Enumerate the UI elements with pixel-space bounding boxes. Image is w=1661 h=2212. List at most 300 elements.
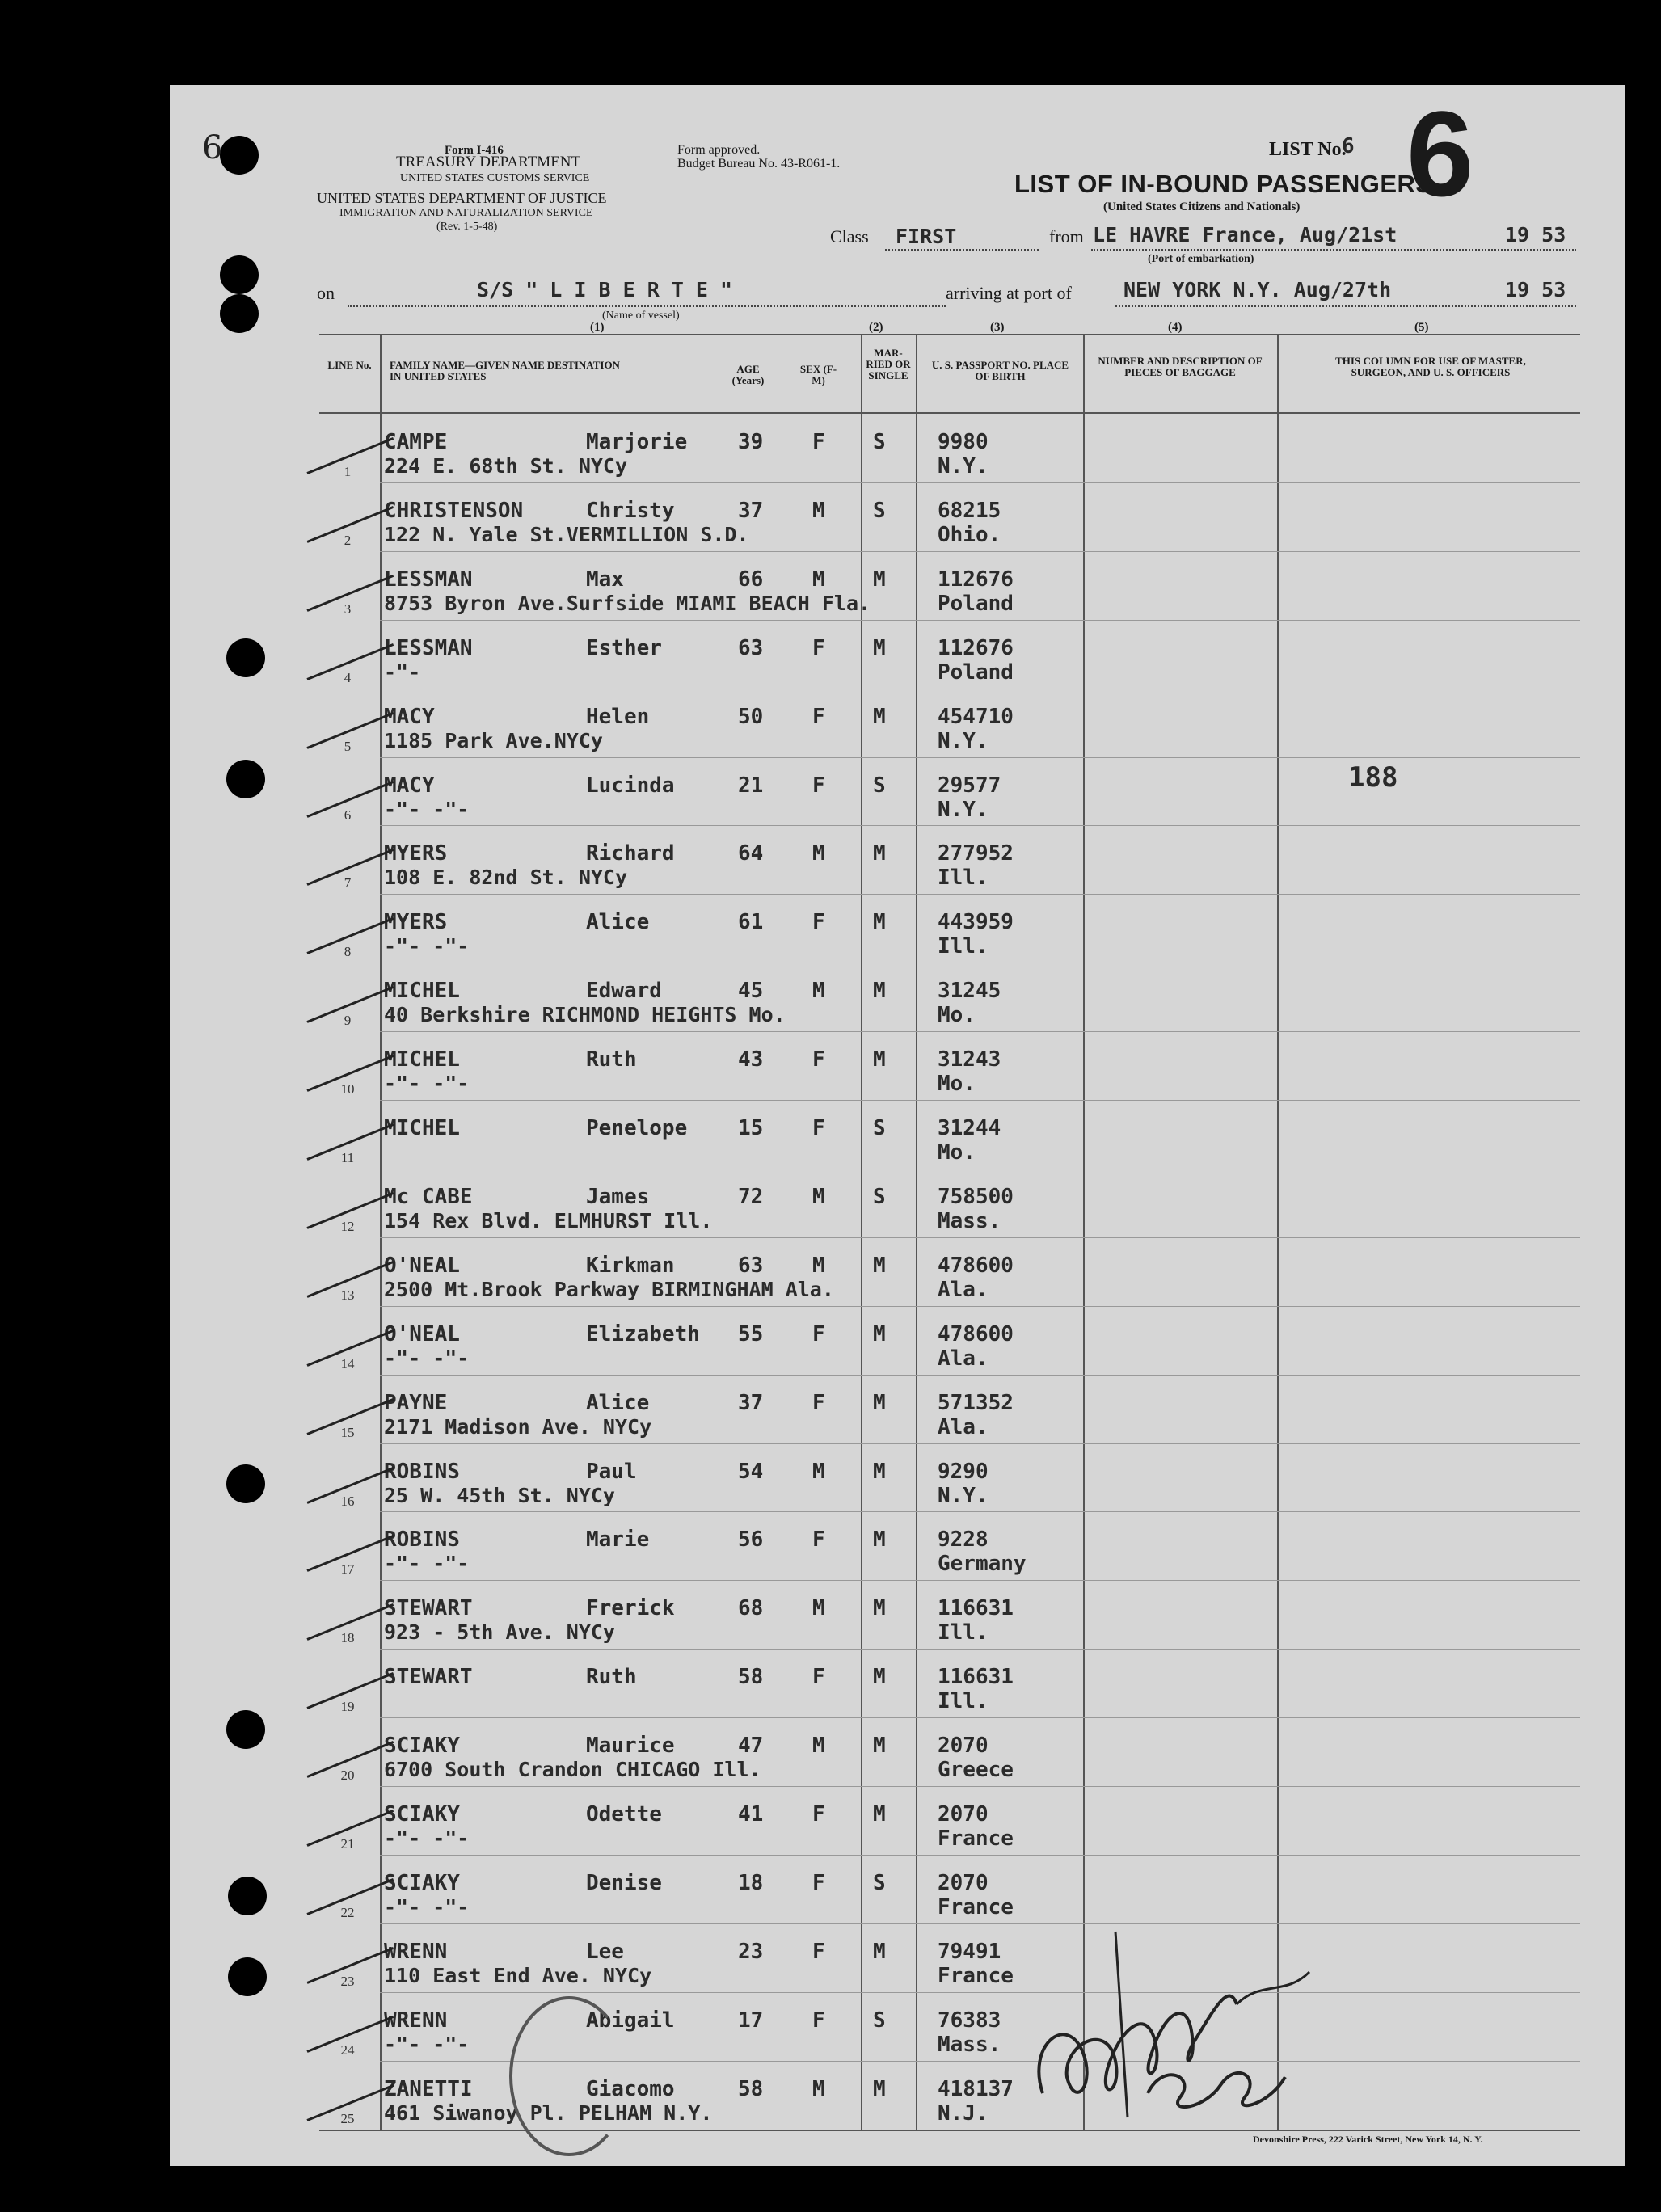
- given-name: Alice: [586, 910, 650, 935]
- sex: F: [812, 910, 825, 935]
- sex: M: [812, 841, 825, 866]
- department-of-justice: UNITED STATES DEPARTMENT OF JUSTICE: [317, 190, 607, 206]
- marital-status: S: [873, 1116, 886, 1140]
- marital-status: M: [873, 841, 886, 866]
- given-name: Kirkman: [586, 1253, 675, 1278]
- col-divider: [916, 334, 917, 2130]
- age: 58: [738, 2076, 764, 2101]
- treasury-department: TREASURY DEPARTMENT: [396, 154, 581, 171]
- place-of-birth: France: [938, 1894, 1014, 1919]
- punch-hole: [228, 1877, 267, 1915]
- from-value: LE HAVRE France, Aug/21st: [1093, 223, 1398, 246]
- arrival-fill-line: [1115, 305, 1576, 307]
- destination-address: -"-: [384, 659, 421, 684]
- family-name: MYERS: [384, 841, 448, 866]
- given-name: Paul: [586, 1459, 637, 1484]
- header-passport: U. S. PASSPORT NO. PLACE OF BIRTH: [931, 359, 1069, 382]
- line-number: 21: [340, 1836, 355, 1852]
- given-name: Esther: [586, 635, 662, 660]
- budget-bureau: Budget Bureau No. 43-R061-1.: [677, 157, 841, 171]
- line-number: 11: [340, 1150, 355, 1165]
- line-number: 19: [340, 1699, 355, 1715]
- vessel-name: S/S " L I B E R T E ": [477, 278, 733, 301]
- from-label: from: [1049, 226, 1084, 246]
- place-of-birth: France: [938, 1963, 1014, 1988]
- sex: F: [812, 1939, 825, 1964]
- punch-hole: [220, 255, 259, 294]
- sex: F: [812, 1870, 825, 1895]
- sex: F: [812, 1390, 825, 1415]
- passport-number: 116631: [938, 1665, 1014, 1690]
- line-number: 13: [340, 1287, 355, 1303]
- col-divider: [1083, 334, 1085, 2130]
- corner-mark: 6: [202, 129, 223, 166]
- line-number: 6: [344, 807, 352, 823]
- passport-number: 454710: [938, 704, 1014, 729]
- destination-address: 2500 Mt.Brook Parkway BIRMINGHAM Ala.: [384, 1277, 834, 1301]
- family-name: LESSMAN: [384, 567, 473, 592]
- destination-address: 122 N. Yale St.VERMILLION S.D.: [384, 522, 749, 546]
- given-name: Odette: [586, 1802, 662, 1826]
- port-embarkation-caption: (Port of embarkation): [1148, 253, 1254, 265]
- passport-number: 31245: [938, 979, 1001, 1004]
- year-embarkation: 19 53: [1505, 223, 1566, 246]
- age: 64: [738, 841, 764, 866]
- line-number: 15: [340, 1424, 355, 1440]
- header-bottom-border: [319, 412, 1580, 414]
- family-name: MICHEL: [384, 1047, 460, 1072]
- punch-hole: [220, 294, 259, 333]
- list-no-value: 6: [1342, 134, 1355, 158]
- sex: M: [812, 1734, 825, 1759]
- age: 39: [738, 430, 764, 454]
- place-of-birth: N.Y.: [938, 797, 989, 822]
- document-subtitle: (United States Citizens and Nationals): [1103, 200, 1301, 213]
- header-baggage: NUMBER AND DESCRIPTION OF PIECES OF BAGGAGE: [1098, 355, 1263, 378]
- row-separator: [380, 1100, 1580, 1101]
- class-label: Class: [830, 226, 869, 246]
- place-of-birth: Ill.: [938, 1620, 989, 1645]
- sex: M: [812, 979, 825, 1004]
- row-separator: [380, 1511, 1580, 1512]
- vessel-fill-line: [348, 305, 946, 307]
- row-separator: [380, 1375, 1580, 1376]
- header-line-no: LINE No.: [327, 359, 372, 371]
- header-married: MAR-RIED OR SINGLE: [866, 347, 911, 381]
- place-of-birth: N.Y.: [938, 1483, 989, 1508]
- marital-status: M: [873, 1047, 886, 1072]
- destination-address: 108 E. 82nd St. NYCy: [384, 866, 628, 890]
- passport-number: 112676: [938, 635, 1014, 660]
- vessel-caption: (Name of vessel): [602, 310, 680, 322]
- place-of-birth: Ill.: [938, 934, 989, 959]
- given-name: James: [586, 1184, 650, 1209]
- row-separator: [380, 482, 1580, 483]
- given-name: Frerick: [586, 1596, 675, 1621]
- given-name: Marie: [586, 1527, 650, 1553]
- officer-annotation: 188: [1348, 761, 1398, 794]
- family-name: ROBINS: [384, 1527, 460, 1553]
- row-separator: [380, 1855, 1580, 1856]
- line-number: 5: [344, 738, 352, 754]
- col-divider: [380, 334, 382, 2130]
- passport-number: 9228: [938, 1527, 989, 1553]
- destination-address: -"- -"-: [384, 1894, 470, 1919]
- age: 68: [738, 1596, 764, 1621]
- line-number: 16: [340, 1493, 355, 1509]
- header-name: FAMILY NAME—GIVEN NAME DESTINATION IN UNITED STATES: [390, 359, 620, 382]
- row-separator: [380, 757, 1580, 758]
- family-name: SCIAKY: [384, 1870, 460, 1895]
- given-name: Giacomo: [586, 2076, 675, 2101]
- family-name: MYERS: [384, 910, 448, 935]
- destination-address: 923 - 5th Ave. NYCy: [384, 1620, 615, 1645]
- given-name: Edward: [586, 979, 662, 1004]
- place-of-birth: Ohio.: [938, 522, 1001, 547]
- document-title: LIST OF IN-BOUND PASSENGERS: [1014, 170, 1433, 198]
- punch-hole: [226, 1464, 265, 1503]
- place-of-birth: Mo.: [938, 1003, 976, 1028]
- passport-number: 9290: [938, 1459, 989, 1484]
- destination-address: -"- -"-: [384, 1072, 470, 1096]
- line-number: 18: [340, 1630, 355, 1646]
- row-separator: [380, 1031, 1580, 1032]
- destination-address: -"- -"-: [384, 934, 470, 959]
- age: 50: [738, 704, 764, 729]
- row-separator: [380, 1237, 1580, 1238]
- passport-number: 277952: [938, 841, 1014, 866]
- age: 66: [738, 567, 764, 592]
- marital-status: M: [873, 1253, 886, 1278]
- marital-status: S: [873, 430, 886, 454]
- place-of-birth: Poland: [938, 591, 1014, 616]
- given-name: Ruth: [586, 1047, 637, 1072]
- given-name: Alice: [586, 1390, 650, 1415]
- place-of-birth: Ill.: [938, 866, 989, 891]
- given-name: Christy: [586, 498, 675, 523]
- destination-address: 154 Rex Blvd. ELMHURST Ill.: [384, 1208, 713, 1232]
- marital-status: M: [873, 1321, 886, 1346]
- destination-address: 110 East End Ave. NYCy: [384, 1963, 652, 1987]
- given-name: Maurice: [586, 1734, 675, 1759]
- place-of-birth: N.Y.: [938, 454, 989, 478]
- col-number-4: (4): [1168, 321, 1183, 334]
- big-list-number: 6: [1406, 86, 1474, 221]
- destination-address: 25 W. 45th St. NYCy: [384, 1483, 615, 1507]
- family-name: SCIAKY: [384, 1734, 460, 1759]
- row-separator: [380, 894, 1580, 895]
- age: 15: [738, 1116, 764, 1140]
- line-number: 24: [340, 2041, 355, 2058]
- family-name: PAYNE: [384, 1390, 448, 1415]
- row-separator: [380, 551, 1580, 552]
- family-name: MICHEL: [384, 1116, 460, 1140]
- marital-status: M: [873, 1527, 886, 1553]
- destination-address: -"- -"-: [384, 2032, 470, 2056]
- family-name: MACY: [384, 773, 435, 798]
- marital-status: M: [873, 910, 886, 935]
- place-of-birth: Ala.: [938, 1277, 989, 1302]
- row-separator: [380, 1992, 1580, 1993]
- age: 37: [738, 1390, 764, 1415]
- family-name: STEWART: [384, 1596, 473, 1621]
- given-name: Richard: [586, 841, 675, 866]
- passport-number: 76383: [938, 2008, 1001, 2033]
- family-name: STEWART: [384, 1665, 473, 1690]
- marital-status: M: [873, 1390, 886, 1415]
- passport-number: 443959: [938, 910, 1014, 935]
- age: 58: [738, 1665, 764, 1690]
- age: 63: [738, 635, 764, 660]
- given-name: Lee: [586, 1939, 624, 1964]
- sex: F: [812, 1321, 825, 1346]
- place-of-birth: Mass.: [938, 2032, 1001, 2057]
- on-label: on: [317, 283, 335, 303]
- sex: M: [812, 1253, 825, 1278]
- place-of-birth: Ala.: [938, 1414, 989, 1439]
- age: 72: [738, 1184, 764, 1209]
- marital-status: M: [873, 1665, 886, 1690]
- row-separator: [380, 1306, 1580, 1307]
- row-separator: [380, 1443, 1580, 1444]
- sex: F: [812, 1047, 825, 1072]
- marital-status: M: [873, 2076, 886, 2101]
- line-number: 22: [340, 1904, 355, 1920]
- age: 54: [738, 1459, 764, 1484]
- line-number: 8: [344, 944, 352, 960]
- family-name: WRENN: [384, 1939, 448, 1964]
- place-of-birth: Mass.: [938, 1208, 1001, 1233]
- place-of-birth: Ill.: [938, 1689, 989, 1714]
- passport-number: 29577: [938, 773, 1001, 798]
- family-name: ZANETTI: [384, 2076, 473, 2101]
- revision: (Rev. 1-5-48): [436, 221, 498, 233]
- family-name: O'NEAL: [384, 1253, 460, 1278]
- row-separator: [380, 1923, 1580, 1924]
- arrival-port: NEW YORK N.Y. Aug/27th: [1123, 278, 1392, 301]
- sex: F: [812, 1665, 825, 1690]
- form-number: Form I-416: [445, 144, 504, 157]
- age: 17: [738, 2008, 764, 2033]
- line-number: 23: [340, 1973, 355, 1989]
- destination-address: 8753 Byron Ave.Surfside MIAMI BEACH Fla.: [384, 591, 871, 615]
- age: 41: [738, 1802, 764, 1826]
- col-number-5: (5): [1414, 321, 1429, 334]
- marital-status: M: [873, 1939, 886, 1964]
- place-of-birth: Poland: [938, 659, 1014, 685]
- marital-status: S: [873, 773, 886, 798]
- from-fill-line: [1091, 249, 1576, 251]
- age: 63: [738, 1253, 764, 1278]
- row-separator: [380, 1786, 1580, 1787]
- family-name: O'NEAL: [384, 1321, 460, 1346]
- passport-number: 31243: [938, 1047, 1001, 1072]
- marital-status: S: [873, 1184, 886, 1209]
- line-number: 25: [340, 2110, 355, 2126]
- sex: M: [812, 1184, 825, 1209]
- form-approved: Form approved.: [677, 143, 761, 157]
- marital-status: S: [873, 498, 886, 523]
- sex: F: [812, 2008, 825, 2033]
- col-number-3: (3): [990, 321, 1005, 334]
- list-no-label: LIST No.: [1269, 139, 1347, 160]
- passport-number: 79491: [938, 1939, 1001, 1964]
- marital-status: M: [873, 635, 886, 660]
- destination-address: 1185 Park Ave.NYCy: [384, 728, 603, 752]
- age: 21: [738, 773, 764, 798]
- row-separator: [380, 1649, 1580, 1650]
- age: 23: [738, 1939, 764, 1964]
- destination-address: -"- -"-: [384, 1346, 470, 1370]
- place-of-birth: Greece: [938, 1758, 1014, 1783]
- customs-service: UNITED STATES CUSTOMS SERVICE: [400, 172, 590, 184]
- sex: M: [812, 2076, 825, 2101]
- passport-number: 758500: [938, 1184, 1014, 1209]
- family-name: LESSMAN: [384, 635, 473, 660]
- given-name: Max: [586, 567, 624, 592]
- sex: F: [812, 773, 825, 798]
- marital-status: M: [873, 704, 886, 729]
- header-sex: SEX (F-M): [799, 363, 837, 386]
- passport-number: 116631: [938, 1596, 1014, 1621]
- age: 18: [738, 1870, 764, 1895]
- given-name: Marjorie: [586, 430, 688, 454]
- sex: F: [812, 1527, 825, 1553]
- ins-service: IMMIGRATION AND NATURALIZATION SERVICE: [339, 207, 593, 219]
- sex: F: [812, 635, 825, 660]
- place-of-birth: Mo.: [938, 1140, 976, 1165]
- marital-status: M: [873, 1734, 886, 1759]
- given-name: Helen: [586, 704, 650, 729]
- given-name: Lucinda: [586, 773, 675, 798]
- passport-number: 478600: [938, 1253, 1014, 1278]
- marital-status: M: [873, 1459, 886, 1484]
- age: 37: [738, 498, 764, 523]
- line-number: 2: [344, 532, 352, 548]
- given-name: Ruth: [586, 1665, 637, 1690]
- age: 47: [738, 1734, 764, 1759]
- date-stamp: [509, 1996, 629, 2156]
- line-number: 7: [344, 875, 352, 891]
- col-divider: [1277, 334, 1279, 2130]
- line-number: 9: [344, 1013, 352, 1029]
- marital-status: M: [873, 979, 886, 1004]
- line-number: 3: [344, 600, 352, 617]
- line-number: 17: [340, 1561, 355, 1578]
- passport-number: 2070: [938, 1870, 989, 1895]
- punch-hole: [226, 1710, 265, 1749]
- family-name: WRENN: [384, 2008, 448, 2033]
- sex: F: [812, 1116, 825, 1140]
- punch-hole: [228, 1957, 267, 1996]
- family-name: CHRISTENSON: [384, 498, 524, 523]
- family-name: MICHEL: [384, 979, 460, 1004]
- table-top-border: [319, 334, 1580, 335]
- line-number: 20: [340, 1767, 355, 1784]
- line-number: 1: [344, 464, 352, 479]
- sex: F: [812, 704, 825, 729]
- destination-address: -"- -"-: [384, 1552, 470, 1576]
- given-name: Abigail: [586, 2008, 675, 2033]
- row-separator: [380, 620, 1580, 621]
- punch-hole: [226, 760, 265, 798]
- passport-number: 2070: [938, 1802, 989, 1826]
- passport-number: 68215: [938, 498, 1001, 523]
- col-number-1: (1): [590, 321, 605, 334]
- marital-status: S: [873, 2008, 886, 2033]
- destination-address: -"- -"-: [384, 1826, 470, 1850]
- destination-address: 40 Berkshire RICHMOND HEIGHTS Mo.: [384, 1003, 786, 1027]
- sex: M: [812, 498, 825, 523]
- age: 43: [738, 1047, 764, 1072]
- arriving-label: arriving at port of: [946, 283, 1072, 303]
- place-of-birth: France: [938, 1826, 1014, 1851]
- year-arrival: 19 53: [1505, 278, 1566, 301]
- marital-status: S: [873, 1870, 886, 1895]
- place-of-birth: N.Y.: [938, 728, 989, 753]
- given-name: Denise: [586, 1870, 662, 1895]
- col-number-2: (2): [869, 321, 883, 334]
- given-name: Elizabeth: [586, 1321, 700, 1346]
- age: 55: [738, 1321, 764, 1346]
- sex: M: [812, 567, 825, 592]
- class-fill-line: [885, 249, 1039, 251]
- header-officers: THIS COLUMN FOR USE OF MASTER, SURGEON, AND U. S. OFFICERS: [1335, 355, 1526, 378]
- line-number: 4: [344, 669, 352, 685]
- class-value: FIRST: [896, 225, 957, 248]
- place-of-birth: N.J.: [938, 2100, 989, 2126]
- marital-status: M: [873, 567, 886, 592]
- line-number: 12: [340, 1218, 355, 1234]
- passport-number: 2070: [938, 1734, 989, 1759]
- passport-number: 9980: [938, 430, 989, 454]
- place-of-birth: Germany: [938, 1552, 1027, 1577]
- destination-address: 461 Siwanoy Pl. PELHAM N.Y.: [384, 2100, 713, 2125]
- line-number: 14: [340, 1355, 355, 1371]
- family-name: MACY: [384, 704, 435, 729]
- family-name: Mc CABE: [384, 1184, 473, 1209]
- passport-number: 31244: [938, 1116, 1001, 1140]
- line-number: 10: [340, 1081, 355, 1098]
- passport-number: 418137: [938, 2076, 1014, 2101]
- punch-hole: [226, 638, 265, 677]
- sex: M: [812, 1459, 825, 1484]
- passport-number: 478600: [938, 1321, 1014, 1346]
- sex: M: [812, 1596, 825, 1621]
- passport-number: 112676: [938, 567, 1014, 592]
- sex: F: [812, 430, 825, 454]
- sex: F: [812, 1802, 825, 1826]
- given-name: Penelope: [586, 1116, 688, 1140]
- destination-address: -"- -"-: [384, 797, 470, 821]
- row-separator: [380, 825, 1580, 826]
- inspector-signature: [1018, 1923, 1382, 2126]
- printer-footer: Devonshire Press, 222 Varick Street, New York 14, N. Y.: [1253, 2134, 1483, 2145]
- row-separator: [380, 1580, 1580, 1581]
- row-separator: [380, 1717, 1580, 1718]
- age: 61: [738, 910, 764, 935]
- header-age: AGE (Years): [731, 363, 765, 386]
- marital-status: M: [873, 1596, 886, 1621]
- family-name: CAMPE: [384, 430, 448, 454]
- family-name: ROBINS: [384, 1459, 460, 1484]
- place-of-birth: Ala.: [938, 1346, 989, 1371]
- destination-address: 224 E. 68th St. NYCy: [384, 454, 628, 478]
- place-of-birth: Mo.: [938, 1072, 976, 1097]
- age: 45: [738, 979, 764, 1004]
- family-name: SCIAKY: [384, 1802, 460, 1826]
- passport-number: 571352: [938, 1390, 1014, 1415]
